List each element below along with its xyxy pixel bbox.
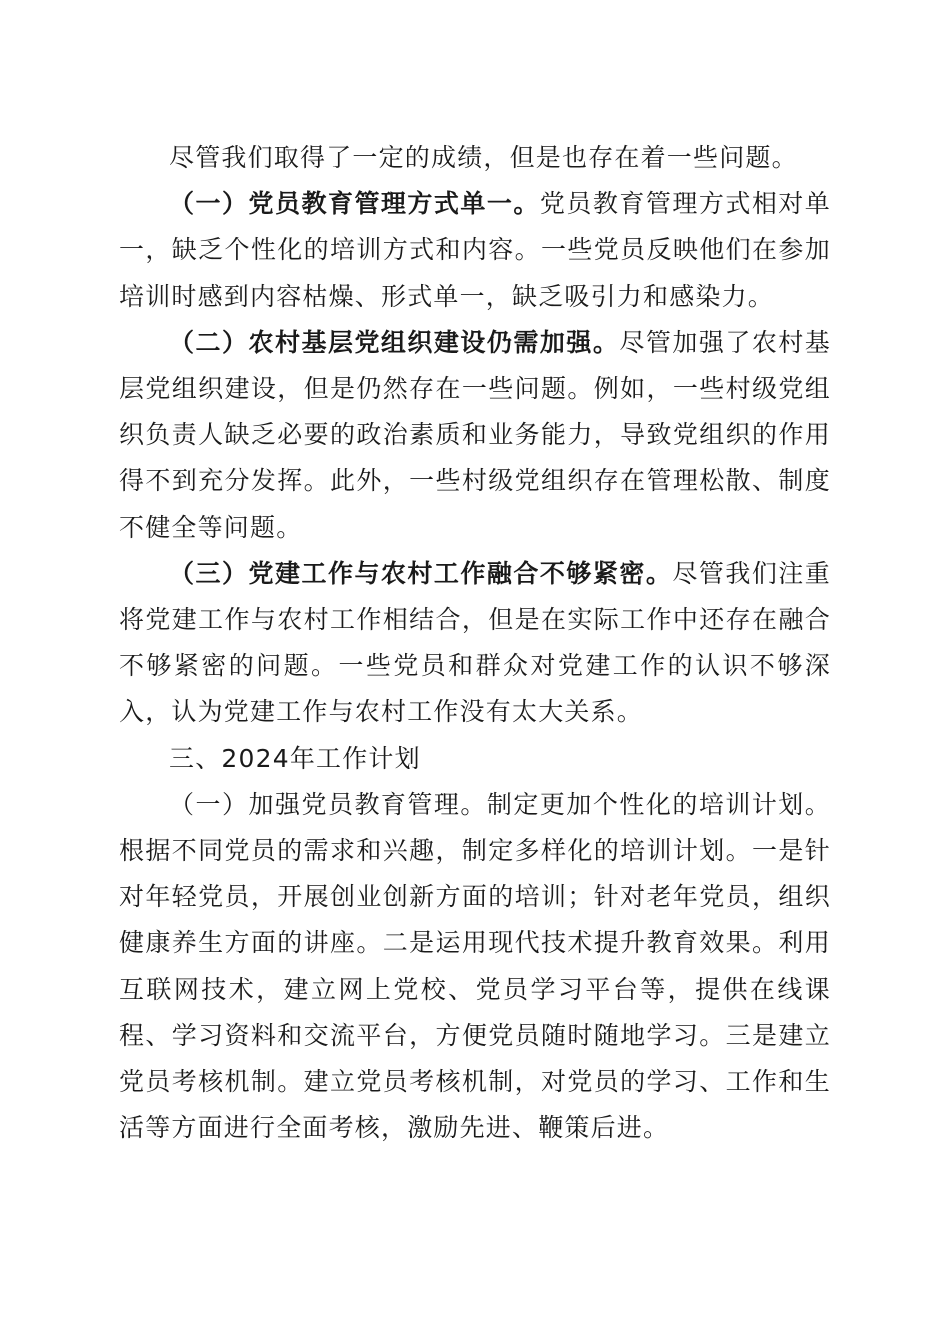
intro-text: 尽管我们取得了一定的成绩，但是也存在着一些问题。 [169,143,798,172]
plan-paragraph-1 [119,782,831,1152]
problem-3-body: 尽管我们注重将党建工作与农村工作相结合，但是在实际工作中还存在融合不够紧密的问题。一些党员和群众对党建工作的认识不够深入，认为党建工作与农村工作没有太大关系。 [119,558,831,727]
section-3-heading [119,736,831,782]
plan-1-lead: （一）加强党员教育管理。 [169,789,487,819]
problem-1-lead: （一）党员教育管理方式单一。 [169,189,540,219]
problem-2-lead: （二）农村基层党组织建设仍需加强。 [169,327,620,357]
problem-1-body: 党员教育管理方式相对单一，缺乏个性化的培训方式和内容。一些党员反映他们在参加培训时感到内容枯燥、形式单一，缺乏吸引力和感染力。 [119,189,832,311]
document-page [119,135,831,1151]
intro-paragraph [119,135,831,181]
section-3-heading-text: 三、2024年工作计划 [169,743,421,773]
problem-2-body: 尽管加强了农村基层党组织建设，但是仍然存在一些问题。例如，一些村级党组织负责人缺乏必要的政治素质和业务能力，导致党组织的作用得不到充分发挥。此外，一些村级党组织存在管理松散、制度不健全等问题。 [119,327,831,542]
problem-paragraph-2 [119,320,831,551]
problem-paragraph-1 [119,181,831,320]
plan-1-body: 制定更加个性化的培训计划。根据不同党员的需求和兴趣，制定多样化的培训计划。一是针对年轻党员，开展创业创新方面的培训；针对老年党员，组织健康养生方面的讲座。二是运用现代技术提升教育效果。利用互联网技术，建立网上党校、党员学习平台等，提供在线课程、学习资料和交流平台，方便党员随时随地学习。三是建立党员考核机制。建立党员考核机制，对党员的学习、工作和生活等方面进行全面考核，激励先进、鞭策后进。 [119,789,831,1143]
problem-3-lead: （三）党建工作与农村工作融合不够紧密。 [169,558,673,588]
problem-paragraph-3 [119,551,831,736]
